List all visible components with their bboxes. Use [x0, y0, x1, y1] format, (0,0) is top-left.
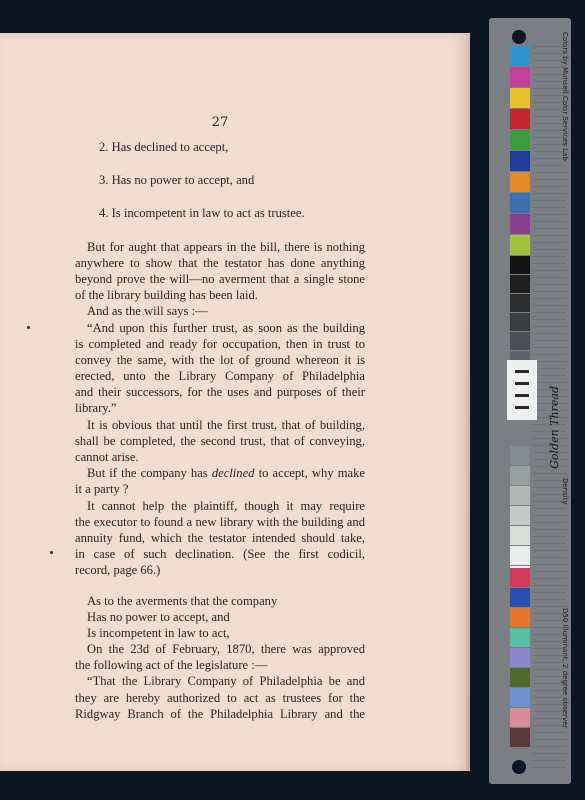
- page-edge: [466, 33, 470, 771]
- text-line: It is obvious that until the first trust, that of building,: [87, 417, 365, 432]
- text-line: annuity fund, which the testator intended should take,: [75, 530, 365, 545]
- gray-step: [510, 486, 530, 505]
- page-text: [75, 139, 365, 722]
- text-line: is completed and ready for occupation, then in trust to: [75, 336, 365, 351]
- text-line: the executor to found a new library with the building and: [75, 514, 365, 529]
- paragraph-gap: [75, 188, 365, 205]
- color-swatch: [510, 728, 530, 747]
- text-line: they are hereby authorized to act as trustees for the: [75, 690, 365, 705]
- text-line: It cannot help the plaintiff, though it may require: [87, 498, 365, 513]
- color-swatch: [510, 688, 530, 707]
- gray-step: [510, 466, 530, 485]
- text-line: 4. Is incompetent in law to act as trustee.: [99, 206, 305, 221]
- text-line: 3. Has no power to accept, and: [99, 173, 255, 188]
- illuminant-label: D50 Illuminant, 2 degree observer: [561, 608, 569, 729]
- color-swatch: [510, 568, 530, 587]
- color-swatch: [510, 708, 530, 727]
- target-hole-top: [512, 30, 526, 44]
- color-swatch: [510, 109, 530, 129]
- paragraph-gap: [75, 222, 365, 239]
- emphasis: declined: [211, 466, 255, 481]
- text-line: And as the will says :—: [87, 304, 208, 319]
- paragraph-gap: [75, 155, 365, 172]
- gray-step: [510, 506, 530, 525]
- color-swatch: [510, 628, 530, 647]
- text-line: library.”: [75, 401, 117, 416]
- text-line: But for aught that appears in the bill, there is nothing: [87, 239, 365, 254]
- gray-step: [510, 256, 530, 274]
- ink-speck: [50, 551, 53, 554]
- text-line: in case of such declination. (See the first codicil,: [75, 547, 365, 562]
- gray-step: [510, 526, 530, 545]
- text-line: Is incompetent in law to act,: [87, 625, 230, 640]
- color-swatch: [510, 648, 530, 667]
- paragraph-gap: [75, 579, 365, 593]
- text-line: cannot arise.: [75, 450, 139, 464]
- text-line: As to the averments that the company: [87, 593, 278, 608]
- text-line: beyond prove the will—no averment that a single stone: [75, 271, 365, 286]
- text-line: record, page 66.): [75, 563, 161, 578]
- color-swatch: [510, 235, 530, 255]
- gray-step: [510, 275, 530, 293]
- text-line: convey the same, with the lot of ground whereon it is: [75, 352, 365, 367]
- text-line: anywhere to show that the testator has done anything: [75, 255, 365, 270]
- color-swatch: [510, 668, 530, 687]
- text-line: Has no power to accept, and: [87, 609, 230, 624]
- color-swatch: [510, 88, 530, 108]
- color-swatch: [510, 130, 530, 150]
- text-line: and their successors, for the uses and purposes of their: [75, 385, 365, 400]
- text-line: the following act of the legislature :—: [75, 658, 268, 673]
- text-line: it a party ?: [75, 482, 129, 497]
- color-swatch: [510, 172, 530, 192]
- color-swatch: [510, 588, 530, 607]
- text-line: shall be completed, the second trust, that of conveying,: [75, 433, 365, 448]
- color-swatch: [510, 46, 530, 66]
- gray-step: [510, 546, 530, 565]
- text-line: “That the Library Company of Philadelphia be and: [87, 674, 365, 689]
- handwritten-note: Golden Thread: [548, 386, 561, 469]
- text-line: 2. Has declined to accept,: [99, 140, 229, 154]
- target-hole-bottom: [512, 760, 526, 774]
- color-swatch: [510, 608, 530, 627]
- ink-speck: [27, 326, 30, 329]
- density-label: Density: [561, 478, 569, 505]
- text-line: But if the company has declined to accept, why make: [87, 466, 366, 481]
- gray-step: [510, 446, 530, 465]
- text-line: On the 23d of February, 1870, there was approved: [87, 642, 365, 657]
- color-swatch: [510, 151, 530, 171]
- text-line: “And upon this further trust, as soon as the building: [87, 320, 365, 335]
- gray-step: [510, 313, 530, 331]
- color-swatch: [510, 67, 530, 87]
- paper-slip: [507, 360, 537, 420]
- brand-label: Colors by Munsell Color Services Lab: [561, 32, 569, 161]
- color-swatch: [510, 214, 530, 234]
- page-number: 27: [211, 115, 229, 130]
- text-line: erected, unto the Library Company of Philadelphia: [75, 369, 365, 384]
- gray-step: [510, 332, 530, 350]
- color-swatch: [510, 193, 530, 213]
- text-line: Ridgway Branch of the Philadelphia Library and the: [75, 706, 365, 721]
- text-line: of the library building has been laid.: [75, 288, 258, 303]
- gray-step: [510, 294, 530, 312]
